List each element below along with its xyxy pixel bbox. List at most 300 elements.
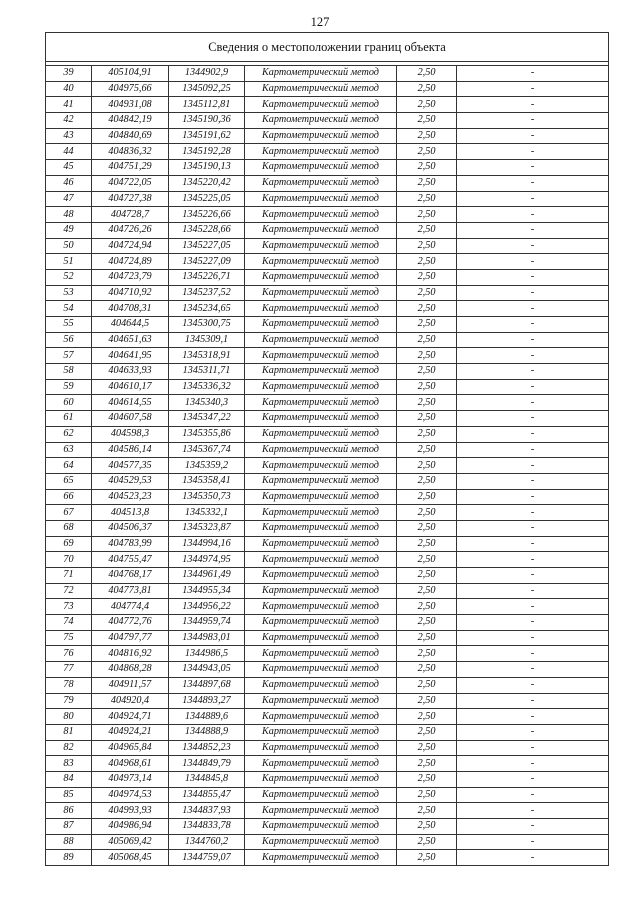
- description-cell: -: [457, 489, 609, 505]
- title-row: [46, 33, 609, 62]
- accuracy-cell: 2,50: [397, 489, 457, 505]
- accuracy-cell: 2,50: [397, 207, 457, 223]
- y-coordinate-cell: 1344983,01: [169, 630, 245, 646]
- accuracy-cell: 2,50: [397, 646, 457, 662]
- description-cell: -: [457, 254, 609, 270]
- point-number-cell: 71: [46, 568, 92, 584]
- point-number-cell: 61: [46, 411, 92, 427]
- point-number-cell: 42: [46, 113, 92, 129]
- point-number-cell: 81: [46, 724, 92, 740]
- method-cell: Картометрический метод: [245, 191, 397, 207]
- table-row: [46, 379, 609, 395]
- method-cell: Картометрический метод: [245, 113, 397, 129]
- accuracy-cell: 2,50: [397, 473, 457, 489]
- x-coordinate-cell: 404986,94: [92, 819, 169, 835]
- y-coordinate-cell: 1345332,1: [169, 505, 245, 521]
- table-row: [46, 771, 609, 787]
- description-cell: -: [457, 301, 609, 317]
- y-coordinate-cell: 1344849,79: [169, 756, 245, 772]
- description-cell: -: [457, 175, 609, 191]
- method-cell: Картометрический метод: [245, 317, 397, 333]
- method-cell: Картометрический метод: [245, 771, 397, 787]
- y-coordinate-cell: 1344759,07: [169, 850, 245, 866]
- point-number-cell: 44: [46, 144, 92, 160]
- description-cell: -: [457, 615, 609, 631]
- point-number-cell: 43: [46, 128, 92, 144]
- description-cell: -: [457, 819, 609, 835]
- accuracy-cell: 2,50: [397, 599, 457, 615]
- method-cell: Картометрический метод: [245, 473, 397, 489]
- point-number-cell: 39: [46, 66, 92, 82]
- x-coordinate-cell: 404993,93: [92, 803, 169, 819]
- description-cell: -: [457, 238, 609, 254]
- point-number-cell: 45: [46, 160, 92, 176]
- description-cell: -: [457, 505, 609, 521]
- point-number-cell: 50: [46, 238, 92, 254]
- point-number-cell: 53: [46, 285, 92, 301]
- point-number-cell: 55: [46, 317, 92, 333]
- y-coordinate-cell: 1345226,66: [169, 207, 245, 223]
- description-cell: -: [457, 709, 609, 725]
- description-cell: -: [457, 222, 609, 238]
- y-coordinate-cell: 1344959,74: [169, 615, 245, 631]
- table-row: [46, 97, 609, 113]
- method-cell: Картометрический метод: [245, 646, 397, 662]
- point-number-cell: 66: [46, 489, 92, 505]
- x-coordinate-cell: 404722,05: [92, 175, 169, 191]
- y-coordinate-cell: 1344955,34: [169, 583, 245, 599]
- accuracy-cell: 2,50: [397, 81, 457, 97]
- x-coordinate-cell: 404506,37: [92, 520, 169, 536]
- x-coordinate-cell: 404973,14: [92, 771, 169, 787]
- x-coordinate-cell: 404607,58: [92, 411, 169, 427]
- description-cell: -: [457, 552, 609, 568]
- x-coordinate-cell: 404774,4: [92, 599, 169, 615]
- table-row: [46, 850, 609, 866]
- method-cell: Картометрический метод: [245, 709, 397, 725]
- method-cell: Картометрический метод: [245, 693, 397, 709]
- y-coordinate-cell: 1345192,28: [169, 144, 245, 160]
- accuracy-cell: 2,50: [397, 395, 457, 411]
- accuracy-cell: 2,50: [397, 834, 457, 850]
- method-cell: Картометрический метод: [245, 677, 397, 693]
- table-row: [46, 222, 609, 238]
- x-coordinate-cell: 404755,47: [92, 552, 169, 568]
- table-row: [46, 269, 609, 285]
- method-cell: Картометрический метод: [245, 505, 397, 521]
- point-number-cell: 52: [46, 269, 92, 285]
- description-cell: -: [457, 113, 609, 129]
- method-cell: Картометрический метод: [245, 144, 397, 160]
- x-coordinate-cell: 404614,55: [92, 395, 169, 411]
- method-cell: Картометрический метод: [245, 662, 397, 678]
- x-coordinate-cell: 404727,38: [92, 191, 169, 207]
- y-coordinate-cell: 1345220,42: [169, 175, 245, 191]
- y-coordinate-cell: 1345350,73: [169, 489, 245, 505]
- accuracy-cell: 2,50: [397, 677, 457, 693]
- accuracy-cell: 2,50: [397, 630, 457, 646]
- table-title: Сведения о местоположении границ объекта: [46, 33, 609, 62]
- accuracy-cell: 2,50: [397, 411, 457, 427]
- y-coordinate-cell: 1344852,23: [169, 740, 245, 756]
- point-number-cell: 82: [46, 740, 92, 756]
- method-cell: Картометрический метод: [245, 160, 397, 176]
- point-number-cell: 56: [46, 332, 92, 348]
- description-cell: -: [457, 160, 609, 176]
- description-cell: -: [457, 740, 609, 756]
- description-cell: -: [457, 693, 609, 709]
- table-row: [46, 505, 609, 521]
- accuracy-cell: 2,50: [397, 819, 457, 835]
- description-cell: -: [457, 144, 609, 160]
- table-row: [46, 426, 609, 442]
- table-row: [46, 317, 609, 333]
- method-cell: Картометрический метод: [245, 66, 397, 82]
- table-row: [46, 693, 609, 709]
- x-coordinate-cell: 404633,93: [92, 364, 169, 380]
- y-coordinate-cell: 1345336,32: [169, 379, 245, 395]
- point-number-cell: 87: [46, 819, 92, 835]
- y-coordinate-cell: 1344994,16: [169, 536, 245, 552]
- method-cell: Картометрический метод: [245, 411, 397, 427]
- table-row: [46, 677, 609, 693]
- table-row: [46, 552, 609, 568]
- method-cell: Картометрический метод: [245, 254, 397, 270]
- description-cell: -: [457, 285, 609, 301]
- point-number-cell: 51: [46, 254, 92, 270]
- accuracy-cell: 2,50: [397, 426, 457, 442]
- table-row: [46, 144, 609, 160]
- method-cell: Картометрический метод: [245, 756, 397, 772]
- method-cell: Картометрический метод: [245, 724, 397, 740]
- accuracy-cell: 2,50: [397, 254, 457, 270]
- method-cell: Картометрический метод: [245, 489, 397, 505]
- y-coordinate-cell: 1345112,81: [169, 97, 245, 113]
- table-row: [46, 301, 609, 317]
- method-cell: Картометрический метод: [245, 834, 397, 850]
- x-coordinate-cell: 404726,26: [92, 222, 169, 238]
- x-coordinate-cell: 404836,32: [92, 144, 169, 160]
- x-coordinate-cell: 404920,4: [92, 693, 169, 709]
- y-coordinate-cell: 1345227,05: [169, 238, 245, 254]
- table-row: [46, 175, 609, 191]
- x-coordinate-cell: 404728,7: [92, 207, 169, 223]
- point-number-cell: 83: [46, 756, 92, 772]
- method-cell: Картометрический метод: [245, 583, 397, 599]
- x-coordinate-cell: 404816,92: [92, 646, 169, 662]
- y-coordinate-cell: 1345347,22: [169, 411, 245, 427]
- x-coordinate-cell: 405068,45: [92, 850, 169, 866]
- table-row: [46, 756, 609, 772]
- table-row: [46, 819, 609, 835]
- accuracy-cell: 2,50: [397, 160, 457, 176]
- x-coordinate-cell: 404529,53: [92, 473, 169, 489]
- accuracy-cell: 2,50: [397, 269, 457, 285]
- table-row: [46, 536, 609, 552]
- method-cell: Картометрический метод: [245, 128, 397, 144]
- method-cell: Картометрический метод: [245, 269, 397, 285]
- method-cell: Картометрический метод: [245, 238, 397, 254]
- accuracy-cell: 2,50: [397, 850, 457, 866]
- description-cell: -: [457, 207, 609, 223]
- y-coordinate-cell: 1344833,78: [169, 819, 245, 835]
- y-coordinate-cell: 1345318,91: [169, 348, 245, 364]
- x-coordinate-cell: 404783,99: [92, 536, 169, 552]
- accuracy-cell: 2,50: [397, 803, 457, 819]
- point-number-cell: 47: [46, 191, 92, 207]
- accuracy-cell: 2,50: [397, 505, 457, 521]
- x-coordinate-cell: 404924,71: [92, 709, 169, 725]
- y-coordinate-cell: 1345228,66: [169, 222, 245, 238]
- description-cell: -: [457, 269, 609, 285]
- x-coordinate-cell: 404523,23: [92, 489, 169, 505]
- accuracy-cell: 2,50: [397, 740, 457, 756]
- description-cell: -: [457, 662, 609, 678]
- table-row: [46, 207, 609, 223]
- x-coordinate-cell: 404644,5: [92, 317, 169, 333]
- point-number-cell: 60: [46, 395, 92, 411]
- x-coordinate-cell: 405104,91: [92, 66, 169, 82]
- accuracy-cell: 2,50: [397, 191, 457, 207]
- accuracy-cell: 2,50: [397, 364, 457, 380]
- table-row: [46, 160, 609, 176]
- y-coordinate-cell: 1344855,47: [169, 787, 245, 803]
- point-number-cell: 65: [46, 473, 92, 489]
- x-coordinate-cell: 404598,3: [92, 426, 169, 442]
- point-number-cell: 85: [46, 787, 92, 803]
- point-number-cell: 78: [46, 677, 92, 693]
- table-row: [46, 489, 609, 505]
- point-number-cell: 89: [46, 850, 92, 866]
- method-cell: Картометрический метод: [245, 819, 397, 835]
- x-coordinate-cell: 404724,89: [92, 254, 169, 270]
- y-coordinate-cell: 1344837,93: [169, 803, 245, 819]
- x-coordinate-cell: 404842,19: [92, 113, 169, 129]
- accuracy-cell: 2,50: [397, 583, 457, 599]
- method-cell: Картометрический метод: [245, 552, 397, 568]
- x-coordinate-cell: 404974,53: [92, 787, 169, 803]
- accuracy-cell: 2,50: [397, 458, 457, 474]
- method-cell: Картометрический метод: [245, 364, 397, 380]
- method-cell: Картометрический метод: [245, 285, 397, 301]
- accuracy-cell: 2,50: [397, 662, 457, 678]
- accuracy-cell: 2,50: [397, 285, 457, 301]
- method-cell: Картометрический метод: [245, 458, 397, 474]
- table-row: [46, 285, 609, 301]
- y-coordinate-cell: 1345309,1: [169, 332, 245, 348]
- point-number-cell: 74: [46, 615, 92, 631]
- description-cell: -: [457, 646, 609, 662]
- x-coordinate-cell: 404772,76: [92, 615, 169, 631]
- y-coordinate-cell: 1345190,36: [169, 113, 245, 129]
- description-cell: -: [457, 850, 609, 866]
- x-coordinate-cell: 404513,8: [92, 505, 169, 521]
- accuracy-cell: 2,50: [397, 238, 457, 254]
- method-cell: Картометрический метод: [245, 520, 397, 536]
- y-coordinate-cell: 1345092,25: [169, 81, 245, 97]
- accuracy-cell: 2,50: [397, 348, 457, 364]
- table-row: [46, 803, 609, 819]
- x-coordinate-cell: 404868,28: [92, 662, 169, 678]
- y-coordinate-cell: 1344986,5: [169, 646, 245, 662]
- y-coordinate-cell: 1345190,13: [169, 160, 245, 176]
- description-cell: -: [457, 426, 609, 442]
- y-coordinate-cell: 1345300,75: [169, 317, 245, 333]
- y-coordinate-cell: 1345359,2: [169, 458, 245, 474]
- y-coordinate-cell: 1345367,74: [169, 442, 245, 458]
- accuracy-cell: 2,50: [397, 693, 457, 709]
- method-cell: Картометрический метод: [245, 803, 397, 819]
- point-number-cell: 69: [46, 536, 92, 552]
- method-cell: Картометрический метод: [245, 740, 397, 756]
- point-number-cell: 64: [46, 458, 92, 474]
- x-coordinate-cell: 404911,57: [92, 677, 169, 693]
- description-cell: -: [457, 97, 609, 113]
- point-number-cell: 49: [46, 222, 92, 238]
- accuracy-cell: 2,50: [397, 301, 457, 317]
- x-coordinate-cell: 404768,17: [92, 568, 169, 584]
- accuracy-cell: 2,50: [397, 709, 457, 725]
- table-row: [46, 724, 609, 740]
- y-coordinate-cell: 1344893,27: [169, 693, 245, 709]
- point-number-cell: 80: [46, 709, 92, 725]
- table-row: [46, 630, 609, 646]
- table-row: [46, 191, 609, 207]
- method-cell: Картометрический метод: [245, 97, 397, 113]
- point-number-cell: 58: [46, 364, 92, 380]
- y-coordinate-cell: 1344845,8: [169, 771, 245, 787]
- description-cell: -: [457, 787, 609, 803]
- accuracy-cell: 2,50: [397, 771, 457, 787]
- description-cell: -: [457, 442, 609, 458]
- x-coordinate-cell: 404586,14: [92, 442, 169, 458]
- table-row: [46, 348, 609, 364]
- description-cell: -: [457, 81, 609, 97]
- y-coordinate-cell: 1345225,05: [169, 191, 245, 207]
- x-coordinate-cell: 404710,92: [92, 285, 169, 301]
- point-number-cell: 73: [46, 599, 92, 615]
- x-coordinate-cell: 405069,42: [92, 834, 169, 850]
- method-cell: Картометрический метод: [245, 568, 397, 584]
- table-row: [46, 834, 609, 850]
- description-cell: -: [457, 128, 609, 144]
- point-number-cell: 54: [46, 301, 92, 317]
- table-row: [46, 113, 609, 129]
- coordinates-table: [45, 32, 609, 866]
- description-cell: -: [457, 458, 609, 474]
- y-coordinate-cell: 1345311,71: [169, 364, 245, 380]
- method-cell: Картометрический метод: [245, 630, 397, 646]
- table-row: [46, 442, 609, 458]
- point-number-cell: 68: [46, 520, 92, 536]
- description-cell: -: [457, 379, 609, 395]
- x-coordinate-cell: 404708,31: [92, 301, 169, 317]
- table-row: [46, 395, 609, 411]
- point-number-cell: 72: [46, 583, 92, 599]
- point-number-cell: 70: [46, 552, 92, 568]
- y-coordinate-cell: 1345191,62: [169, 128, 245, 144]
- description-cell: -: [457, 66, 609, 82]
- method-cell: Картометрический метод: [245, 348, 397, 364]
- method-cell: Картометрический метод: [245, 301, 397, 317]
- description-cell: -: [457, 473, 609, 489]
- accuracy-cell: 2,50: [397, 175, 457, 191]
- table-row: [46, 81, 609, 97]
- accuracy-cell: 2,50: [397, 724, 457, 740]
- point-number-cell: 41: [46, 97, 92, 113]
- description-cell: -: [457, 536, 609, 552]
- description-cell: -: [457, 756, 609, 772]
- accuracy-cell: 2,50: [397, 332, 457, 348]
- accuracy-cell: 2,50: [397, 128, 457, 144]
- y-coordinate-cell: 1344760,2: [169, 834, 245, 850]
- accuracy-cell: 2,50: [397, 113, 457, 129]
- table-row: [46, 411, 609, 427]
- point-number-cell: 75: [46, 630, 92, 646]
- method-cell: Картометрический метод: [245, 395, 397, 411]
- description-cell: -: [457, 395, 609, 411]
- point-number-cell: 86: [46, 803, 92, 819]
- accuracy-cell: 2,50: [397, 568, 457, 584]
- point-number-cell: 76: [46, 646, 92, 662]
- x-coordinate-cell: 404968,61: [92, 756, 169, 772]
- accuracy-cell: 2,50: [397, 379, 457, 395]
- method-cell: Картометрический метод: [245, 787, 397, 803]
- method-cell: Картометрический метод: [245, 379, 397, 395]
- x-coordinate-cell: 404924,21: [92, 724, 169, 740]
- table-row: [46, 583, 609, 599]
- table-body: [46, 33, 609, 866]
- y-coordinate-cell: 1345237,52: [169, 285, 245, 301]
- y-coordinate-cell: 1345340,3: [169, 395, 245, 411]
- y-coordinate-cell: 1345323,87: [169, 520, 245, 536]
- point-number-cell: 62: [46, 426, 92, 442]
- x-coordinate-cell: 404840,69: [92, 128, 169, 144]
- table-row: [46, 332, 609, 348]
- x-coordinate-cell: 404773,81: [92, 583, 169, 599]
- y-coordinate-cell: 1344902,9: [169, 66, 245, 82]
- table-row: [46, 740, 609, 756]
- table-row: [46, 615, 609, 631]
- description-cell: -: [457, 364, 609, 380]
- point-number-cell: 77: [46, 662, 92, 678]
- accuracy-cell: 2,50: [397, 144, 457, 160]
- y-coordinate-cell: 1345358,41: [169, 473, 245, 489]
- table-row: [46, 238, 609, 254]
- method-cell: Картометрический метод: [245, 332, 397, 348]
- point-number-cell: 79: [46, 693, 92, 709]
- accuracy-cell: 2,50: [397, 97, 457, 113]
- point-number-cell: 57: [46, 348, 92, 364]
- y-coordinate-cell: 1345234,65: [169, 301, 245, 317]
- description-cell: -: [457, 348, 609, 364]
- accuracy-cell: 2,50: [397, 317, 457, 333]
- x-coordinate-cell: 404724,94: [92, 238, 169, 254]
- accuracy-cell: 2,50: [397, 222, 457, 238]
- method-cell: Картометрический метод: [245, 442, 397, 458]
- x-coordinate-cell: 404651,63: [92, 332, 169, 348]
- description-cell: -: [457, 677, 609, 693]
- accuracy-cell: 2,50: [397, 552, 457, 568]
- description-cell: -: [457, 803, 609, 819]
- description-cell: -: [457, 568, 609, 584]
- point-number-cell: 67: [46, 505, 92, 521]
- point-number-cell: 88: [46, 834, 92, 850]
- x-coordinate-cell: 404797,77: [92, 630, 169, 646]
- method-cell: Картометрический метод: [245, 81, 397, 97]
- y-coordinate-cell: 1344888,9: [169, 724, 245, 740]
- point-number-cell: 46: [46, 175, 92, 191]
